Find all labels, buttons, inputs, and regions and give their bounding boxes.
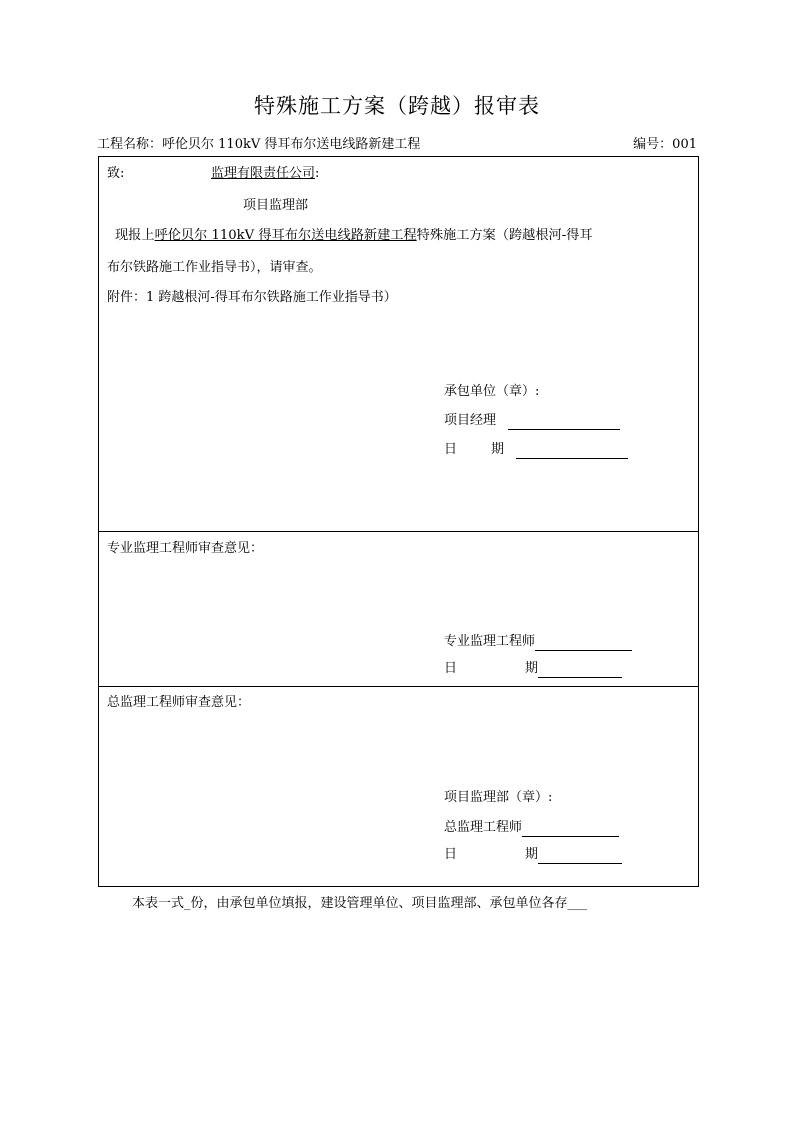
dept-seal: 项目监理部（章）:: [444, 790, 553, 805]
chief-signature-blank[interactable]: [522, 822, 619, 837]
date-label-right-2: 期: [525, 661, 539, 676]
section3-heading: 总监理工程师审查意见：: [107, 695, 251, 710]
date-label-right-3: 期: [525, 847, 539, 862]
number-label: 编号：: [633, 137, 673, 152]
engineer-label: 专业监理工程师: [444, 634, 536, 649]
manager-signature-blank[interactable]: [508, 415, 620, 430]
date-row-2: [444, 660, 622, 678]
date-blank-1[interactable]: [516, 444, 628, 459]
date-label-left-2: 日: [444, 661, 458, 676]
date-label-left-3: 日: [444, 847, 458, 862]
date-row-3: [444, 846, 622, 864]
dept-name: 项目监理部: [243, 198, 309, 213]
to-company: 监理有限责任公司: [211, 166, 316, 181]
project-name: 呼伦贝尔 110kV 得耳布尔送电线路新建工程: [162, 137, 421, 152]
section2-heading: 专业监理工程师审查意见：: [107, 541, 264, 556]
body-project: 呼伦贝尔 110kV 得耳布尔送电线路新建工程: [154, 228, 417, 243]
date-blank-3[interactable]: [538, 849, 622, 864]
form-number: [633, 133, 697, 152]
chief-label: 总监理工程师: [444, 820, 523, 835]
form-table: [98, 156, 699, 887]
engineer-signature-blank[interactable]: [535, 636, 632, 651]
project-label: 工程名称：: [97, 137, 163, 152]
date-label-left: 日: [444, 442, 458, 457]
manager-row: [444, 412, 620, 430]
body-suffix: 特殊施工方案（跨越根河-得耳: [416, 228, 593, 243]
engineer-row: [444, 633, 632, 651]
number-value: 001: [672, 137, 697, 152]
to-recipient: [211, 165, 319, 183]
chief-row: [444, 819, 619, 837]
divider-1: [99, 531, 698, 532]
divider-2: [99, 686, 698, 687]
attachment-line: 附件：1 跨越根河-得耳布尔铁路施工作业指导书）: [107, 290, 397, 305]
form-title: 特殊施工方案（跨越）报审表: [254, 94, 540, 118]
manager-label: 项目经理: [444, 413, 497, 428]
body-line-1: [115, 227, 593, 245]
body-prefix: 现报上: [115, 228, 155, 243]
project-line: [97, 133, 701, 152]
contractor-seal: 承包单位（章）:: [444, 384, 540, 399]
date-label-right: 期: [491, 442, 505, 457]
to-label: 致:: [107, 166, 125, 181]
body-line-2: 布尔铁路施工作业指导书），请审查。: [107, 260, 322, 275]
date-row-1: [444, 441, 628, 459]
to-colon: :: [315, 166, 320, 181]
footer-note: 本表一式_份，由承包单位填报，建设管理单位、项目监理部、承包单位各存___: [132, 896, 588, 911]
date-blank-2[interactable]: [538, 663, 622, 678]
